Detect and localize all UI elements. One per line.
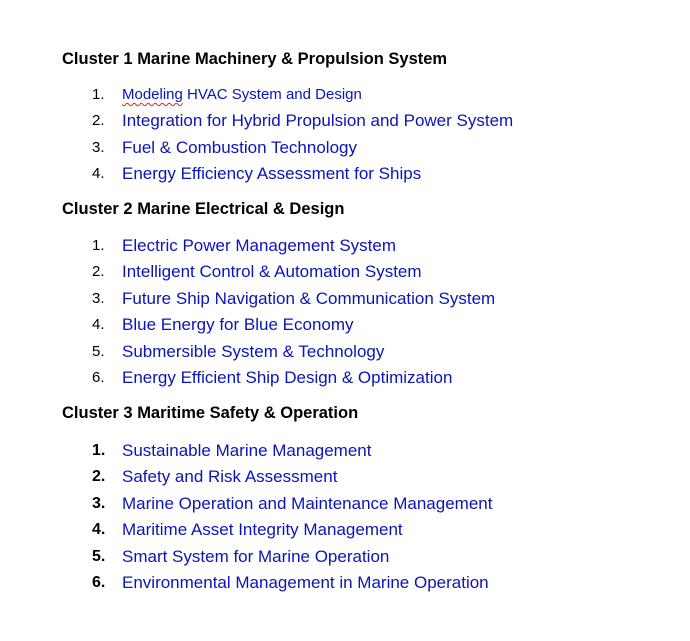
list-number: 6. [92, 368, 105, 386]
list-item-text: Future Ship Navigation & Communication System [122, 288, 496, 308]
list-item [0, 573, 690, 599]
list-number: 2. [92, 263, 105, 281]
list-item [0, 164, 690, 190]
cluster-3-heading: Cluster 3 Maritime Safety & Operation [62, 404, 359, 422]
cluster-3-list [0, 441, 690, 599]
list-number: 6. [92, 573, 106, 591]
list-number: 4. [92, 521, 106, 539]
list-number: 4. [92, 165, 105, 183]
list-item-text: Maritime Asset Integrity Management [122, 520, 403, 540]
list-item [0, 520, 690, 546]
list-item-text: Environmental Management in Marine Operation [122, 572, 489, 592]
cluster-2-heading: Cluster 2 Marine Electrical & Design [62, 200, 345, 218]
list-item-text-rest: HVAC System and Design [182, 86, 362, 103]
list-item-text: Sustainable Marine Management [122, 441, 372, 460]
list-item [0, 547, 690, 573]
list-item-text: Intelligent Control & Automation System [122, 262, 422, 282]
list-number: 1. [92, 442, 106, 459]
list-item-text: Energy Efficiency Assessment for Ships [122, 164, 422, 184]
list-item [0, 368, 690, 394]
list-item-text: Blue Energy for Blue Economy [122, 315, 354, 335]
list-item-text: Integration for Hybrid Propulsion and Power System [122, 111, 514, 131]
list-item-text: Smart System for Marine Operation [122, 546, 390, 566]
list-item [0, 138, 690, 164]
list-number: 5. [92, 342, 105, 360]
list-number: 4. [92, 316, 105, 334]
list-item-text: Safety and Risk Assessment [122, 467, 338, 487]
list-item-text: Submersible System & Technology [122, 341, 385, 361]
list-item-text: Energy Efficient Ship Design & Optimization [122, 367, 453, 387]
cluster-1-heading: Cluster 1 Marine Machinery & Propulsion System [62, 50, 448, 68]
list-number: 2. [92, 112, 105, 130]
list-number: 3. [92, 494, 106, 512]
list-number: 1. [92, 86, 105, 103]
list-item-text: Electric Power Management System [122, 236, 396, 255]
list-item [0, 342, 690, 368]
list-item [0, 467, 690, 493]
cluster-2-list [0, 236, 690, 394]
list-item [0, 441, 690, 467]
cluster-1-list [0, 85, 690, 191]
list-number: 1. [92, 237, 105, 254]
list-item [0, 236, 690, 262]
list-item [0, 289, 690, 315]
list-item-text [122, 85, 362, 105]
list-item [0, 262, 690, 288]
list-number: 2. [92, 468, 106, 486]
list-number: 5. [92, 547, 106, 565]
list-number: 3. [92, 289, 105, 307]
list-item-text: Fuel & Combustion Technology [122, 137, 357, 157]
list-item-text: Marine Operation and Maintenance Management [122, 493, 493, 513]
list-item [0, 494, 690, 520]
misspelled-word: Modeling [122, 86, 183, 103]
list-number: 3. [92, 138, 105, 156]
list-item [0, 111, 690, 137]
list-item [0, 315, 690, 341]
list-item [0, 85, 690, 111]
